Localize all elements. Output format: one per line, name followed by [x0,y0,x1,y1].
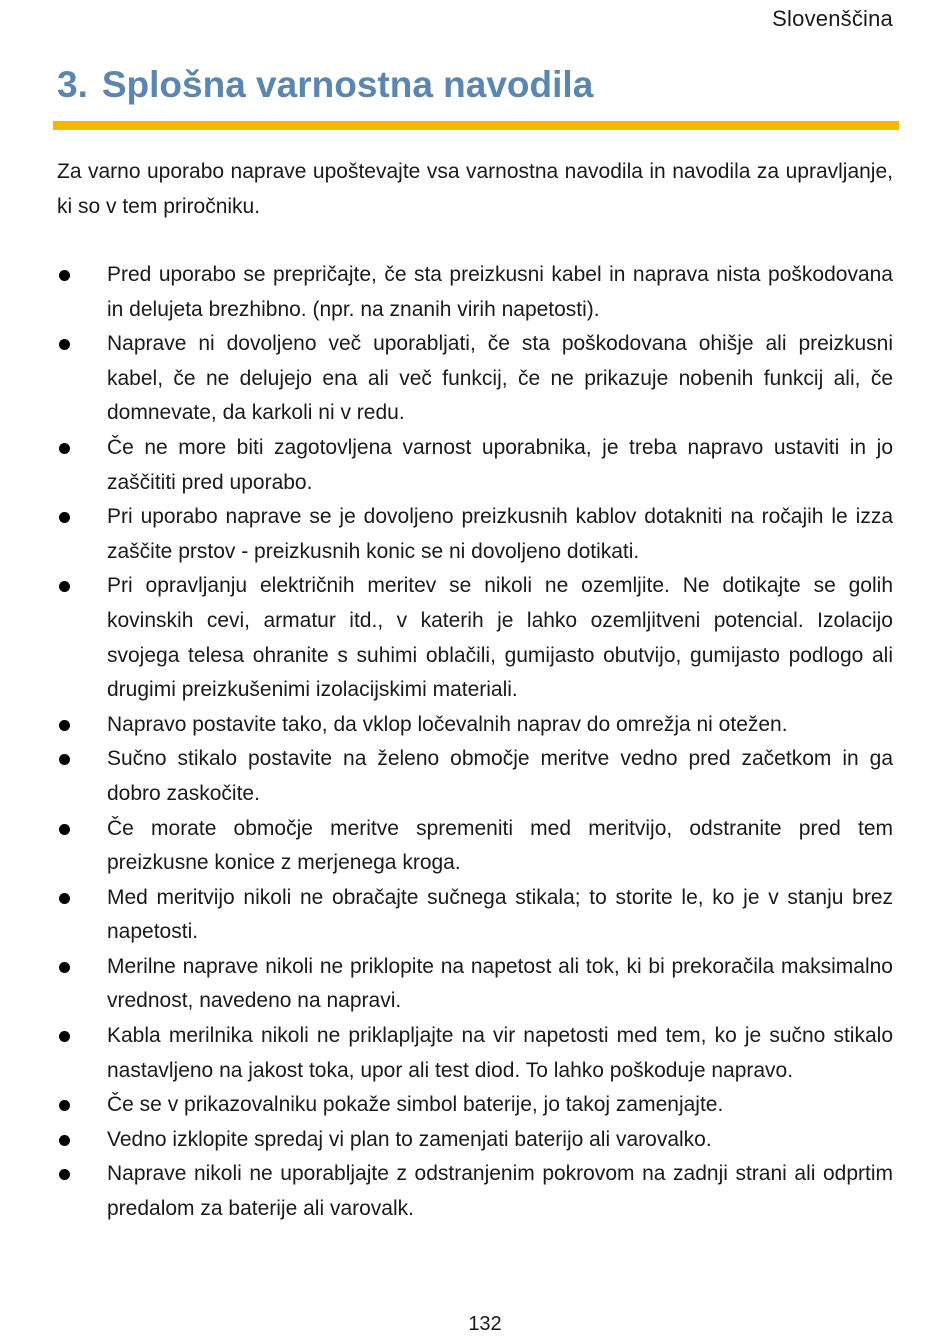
bullet-icon [59,962,70,973]
list-item [57,812,893,881]
safety-list [57,258,893,1227]
list-item [57,327,893,431]
bullet-icon [59,720,70,731]
list-item-text: Pri opravljanju električnih meritev se nikoli ne ozemljite. Ne dotikajte se golih kovinskih cevi, armatur itd., v katerih je lahko ozemljitveni potencial. Izolacijo svojega telesa ohranite s suhimi oblačili, gumijasto obutvijo, gumijasto podlogo ali drugimi preizkušenimi izolacijskimi materiali. [107,574,893,702]
list-item-text: Sučno stikalo postavite na želeno območje meritve vedno pred začetkom in ga dobro zaskočite. [107,747,893,805]
list-item-text: Če ne more biti zagotovljena varnost uporabnika, je treba napravo ustaviti in jo zaščititi pred uporabo. [107,435,893,494]
list-item-text: Napravo postavite tako, da vklop ločevalnih naprav do omrežja ni otežen. [107,712,788,736]
list-item-text: Med meritvijo nikoli ne obračajte sučnega stikala; to storite le, ko je v stanju brez napetosti. [107,885,893,944]
intro-paragraph: Za varno uporabo naprave upoštevajte vsa varnostna navodila in navodila za upravljanje, ki so v tem priročniku. [57,160,893,218]
list-item [57,950,893,1019]
heading-underline [53,121,899,130]
section-number: 3. [57,64,88,105]
list-item-text: Pred uporabo se prepričajte, če sta preizkusni kabel in naprava nista poškodovana in delujeta brezhibno. (npr. na znanih virih napetosti). [107,263,893,321]
bullet-icon [59,339,70,350]
list-item-text: Merilne naprave nikoli ne priklopite na napetost ali tok, ki bi prekoračila maksimalno vrednost, navedeno na napravi. [107,954,893,1013]
bullet-icon [59,512,70,523]
bullet-icon [59,443,70,454]
list-item [57,742,893,811]
bullet-icon [59,1135,70,1146]
list-item-text: Naprave nikoli ne uporabljajte z odstranjenim pokrovom na zadnji strani ali odprtim predalom za baterije ali varovalk. [107,1162,893,1221]
list-item-text: Pri uporabo naprave se je dovoljeno preizkusnih kablov dotakniti na ročajih le izza zaščite prstov - preizkusnih konic se ni dovoljeno dotikati. [107,505,893,563]
section-heading [57,64,593,106]
list-item-text: Vedno izklopite spredaj vi plan to zamenjati baterijo ali varovalko. [107,1127,712,1151]
list-item [57,431,893,500]
bullet-icon [59,824,70,835]
list-item-text: Če morate območje meritve spremeniti med meritvijo, odstranite pred tem preizkusne konice z merjenega kroga. [107,816,893,875]
list-item-text: Kabla merilnika nikoli ne priklapljajte na vir napetosti med tem, ko je sučno stikalo nastavljeno na jakost toka, upor ali test diod. To lahko poškoduje napravo. [107,1024,893,1082]
list-item [57,569,893,707]
bullet-icon [59,270,70,281]
bullet-icon [59,1031,70,1042]
page-number: 132 [468,1313,502,1335]
language-label: Slovenščina [772,6,893,31]
bullet-icon [59,754,70,765]
bullet-icon [59,893,70,904]
list-item [57,1157,893,1226]
list-item-text: Naprave ni dovoljeno več uporabljati, če sta poškodovana ohišje ali preizkusni kabel, če ne delujejo ena ali več funkcij, če ne prikazuje nobenih funkcij ali, če domnevate, da karkoli ni v redu. [107,332,893,425]
list-item [57,881,893,950]
bullet-icon [59,1169,70,1180]
list-item [57,1123,893,1158]
bullet-icon [59,1100,70,1111]
list-item [57,258,893,327]
bullet-icon [59,581,70,592]
list-item [57,1019,893,1088]
list-item [57,500,893,569]
list-item-text: Če se v prikazovalniku pokaže simbol baterije, jo takoj zamenjajte. [107,1093,724,1117]
section-title: Splošna varnostna navodila [101,64,594,105]
list-item [57,1088,893,1123]
list-item [57,708,893,743]
